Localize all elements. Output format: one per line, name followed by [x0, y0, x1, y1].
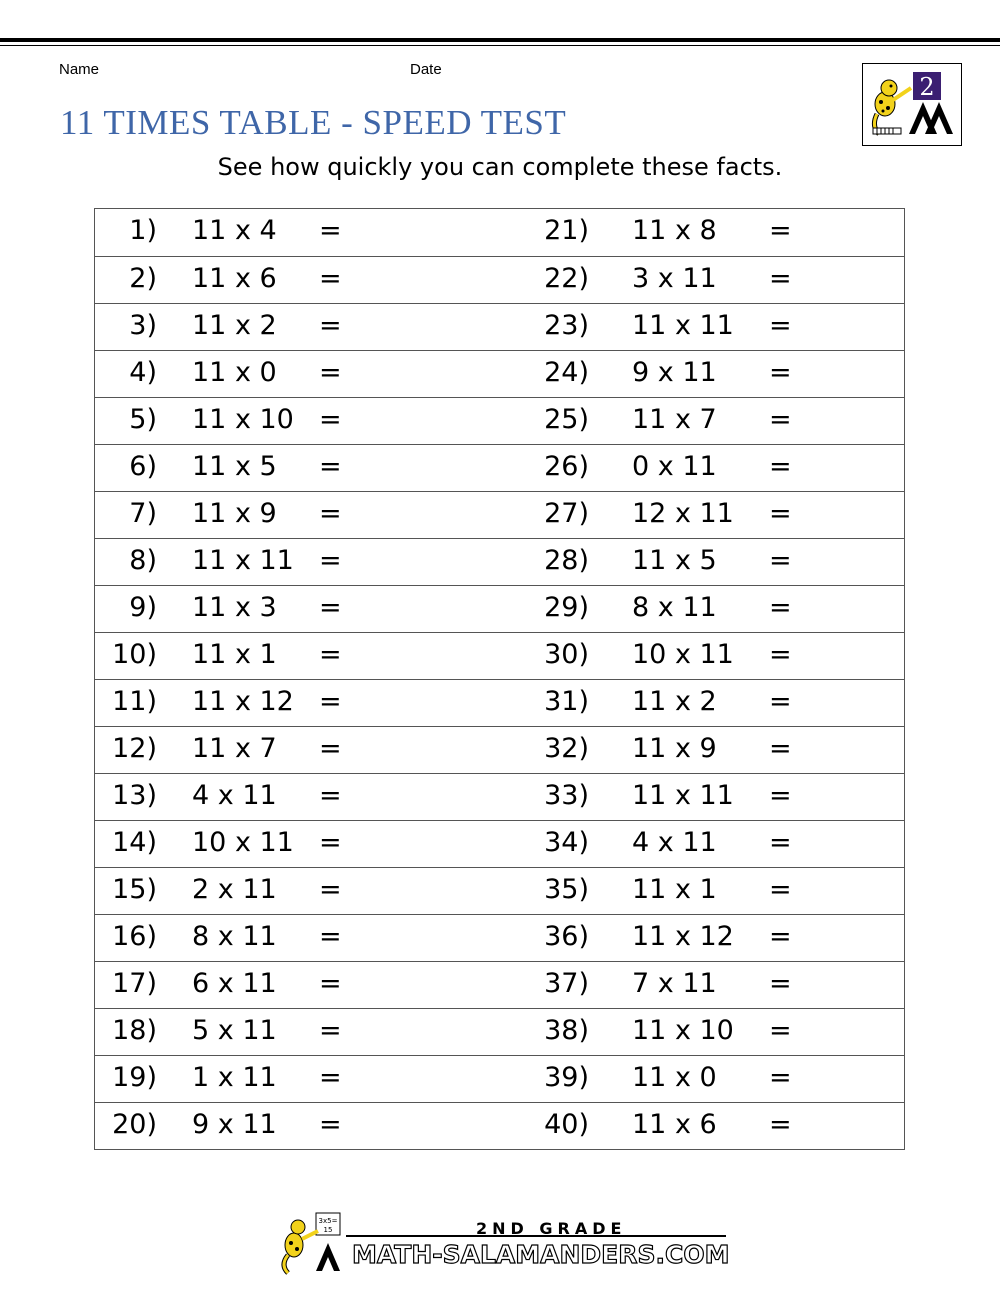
question-number: 21)	[544, 215, 589, 246]
multiplication-fact: 0 x 11	[632, 451, 717, 482]
question-row	[95, 914, 904, 961]
grade-logo	[862, 63, 962, 146]
answer-equals[interactable]: =	[769, 357, 792, 388]
multiplication-fact: 11 x 6	[632, 1109, 717, 1140]
multiplication-fact: 11 x 9	[192, 498, 277, 529]
multiplication-fact: 5 x 11	[192, 1015, 277, 1046]
multiplication-fact: 11 x 9	[632, 733, 717, 764]
multiplication-fact: 11 x 10	[192, 404, 294, 435]
answer-equals[interactable]: =	[319, 545, 342, 576]
multiplication-fact: 7 x 11	[632, 968, 717, 999]
answer-equals[interactable]: =	[319, 357, 342, 388]
answer-equals[interactable]: =	[319, 639, 342, 670]
answer-equals[interactable]: =	[769, 1062, 792, 1093]
multiplication-fact: 9 x 11	[632, 357, 717, 388]
multiplication-fact: 11 x 1	[632, 874, 717, 905]
question-number: 40)	[544, 1109, 589, 1140]
question-number: 26)	[544, 451, 589, 482]
answer-equals[interactable]: =	[319, 215, 342, 246]
answer-equals[interactable]: =	[769, 639, 792, 670]
question-number: 7)	[129, 498, 157, 529]
question-number: 24)	[544, 357, 589, 388]
answer-equals[interactable]: =	[319, 451, 342, 482]
question-number: 10)	[112, 639, 157, 670]
multiplication-fact: 11 x 3	[192, 592, 277, 623]
answer-equals[interactable]: =	[769, 263, 792, 294]
question-row	[95, 820, 904, 867]
answer-equals[interactable]: =	[769, 545, 792, 576]
footer-grade-label: 2ND GRADE	[476, 1219, 627, 1238]
question-number: 18)	[112, 1015, 157, 1046]
multiplication-fact: 4 x 11	[632, 827, 717, 858]
question-number: 14)	[112, 827, 157, 858]
answer-equals[interactable]: =	[769, 498, 792, 529]
multiplication-fact: 11 x 2	[632, 686, 717, 717]
question-number: 12)	[112, 733, 157, 764]
answer-equals[interactable]: =	[769, 1015, 792, 1046]
question-number: 28)	[544, 545, 589, 576]
multiplication-fact: 11 x 5	[192, 451, 277, 482]
answer-equals[interactable]: =	[319, 263, 342, 294]
multiplication-fact: 11 x 12	[192, 686, 294, 717]
multiplication-fact: 11 x 1	[192, 639, 277, 670]
question-row	[95, 209, 904, 256]
header-rule-thin	[0, 45, 1000, 46]
answer-equals[interactable]: =	[319, 686, 342, 717]
question-number: 1)	[129, 215, 157, 246]
answer-equals[interactable]: =	[769, 827, 792, 858]
question-number: 5)	[129, 404, 157, 435]
multiplication-fact: 4 x 11	[192, 780, 277, 811]
footer-salamander-icon	[276, 1207, 356, 1277]
answer-equals[interactable]: =	[769, 968, 792, 999]
answer-equals[interactable]: =	[319, 1062, 342, 1093]
multiplication-fact: 11 x 5	[632, 545, 717, 576]
multiplication-fact: 11 x 4	[192, 215, 277, 246]
answer-equals[interactable]: =	[319, 968, 342, 999]
multiplication-fact: 8 x 11	[192, 921, 277, 952]
question-number: 16)	[112, 921, 157, 952]
multiplication-fact: 11 x 11	[192, 545, 294, 576]
name-label: Name	[59, 61, 100, 78]
multiplication-fact: 11 x 0	[632, 1062, 717, 1093]
question-number: 3)	[129, 310, 157, 341]
answer-equals[interactable]: =	[769, 592, 792, 623]
answer-equals[interactable]: =	[319, 780, 342, 811]
question-row	[95, 491, 904, 538]
question-number: 22)	[544, 263, 589, 294]
answer-equals[interactable]: =	[319, 498, 342, 529]
multiplication-fact: 11 x 0	[192, 357, 277, 388]
answer-equals[interactable]: =	[769, 733, 792, 764]
answer-equals[interactable]: =	[319, 592, 342, 623]
question-row	[95, 303, 904, 350]
answer-equals[interactable]: =	[769, 874, 792, 905]
footer-brand-logo	[276, 1207, 728, 1277]
question-number: 11)	[112, 686, 157, 717]
question-row	[95, 585, 904, 632]
question-number: 34)	[544, 827, 589, 858]
question-number: 30)	[544, 639, 589, 670]
answer-equals[interactable]: =	[769, 310, 792, 341]
question-row	[95, 679, 904, 726]
multiplication-fact: 10 x 11	[632, 639, 734, 670]
question-row	[95, 444, 904, 491]
question-row	[95, 256, 904, 303]
answer-equals[interactable]: =	[319, 1015, 342, 1046]
question-row	[95, 397, 904, 444]
question-number: 27)	[544, 498, 589, 529]
multiplication-fact: 11 x 12	[632, 921, 734, 952]
question-table	[94, 208, 905, 1150]
salamander-logo-icon	[863, 64, 961, 145]
answer-equals[interactable]: =	[769, 451, 792, 482]
question-row	[95, 773, 904, 820]
multiplication-fact: 12 x 11	[632, 498, 734, 529]
multiplication-fact: 11 x 7	[192, 733, 277, 764]
answer-equals[interactable]: =	[769, 686, 792, 717]
multiplication-fact: 11 x 10	[632, 1015, 734, 1046]
question-number: 29)	[544, 592, 589, 623]
instructions-text: See how quickly you can complete these facts.	[217, 153, 783, 181]
answer-equals[interactable]: =	[769, 404, 792, 435]
multiplication-fact: 2 x 11	[192, 874, 277, 905]
question-number: 17)	[112, 968, 157, 999]
multiplication-fact: 3 x 11	[632, 263, 717, 294]
answer-equals[interactable]: =	[319, 733, 342, 764]
multiplication-fact: 11 x 11	[632, 780, 734, 811]
question-number: 2)	[129, 263, 157, 294]
question-number: 8)	[129, 545, 157, 576]
question-number: 23)	[544, 310, 589, 341]
question-number: 38)	[544, 1015, 589, 1046]
question-row	[95, 1055, 904, 1102]
multiplication-fact: 11 x 6	[192, 263, 277, 294]
answer-equals[interactable]: =	[319, 921, 342, 952]
multiplication-fact: 1 x 11	[192, 1062, 277, 1093]
logo-digit: 2	[919, 73, 935, 101]
question-row	[95, 1102, 904, 1149]
question-number: 36)	[544, 921, 589, 952]
question-row	[95, 726, 904, 773]
multiplication-fact: 8 x 11	[632, 592, 717, 623]
answer-equals[interactable]: =	[319, 310, 342, 341]
question-number: 32)	[544, 733, 589, 764]
multiplication-fact: 11 x 7	[632, 404, 717, 435]
question-row	[95, 961, 904, 1008]
page-title: 11 TIMES TABLE - SPEED TEST	[60, 103, 567, 142]
multiplication-fact: 10 x 11	[192, 827, 294, 858]
question-row	[95, 867, 904, 914]
question-number: 33)	[544, 780, 589, 811]
answer-equals[interactable]: =	[319, 827, 342, 858]
answer-equals[interactable]: =	[319, 404, 342, 435]
multiplication-fact: 11 x 2	[192, 310, 277, 341]
question-number: 25)	[544, 404, 589, 435]
question-row	[95, 1008, 904, 1055]
answer-equals[interactable]: =	[769, 1109, 792, 1140]
question-number: 13)	[112, 780, 157, 811]
answer-equals[interactable]: =	[319, 874, 342, 905]
board-text-2: 15	[323, 1226, 333, 1234]
question-number: 9)	[129, 592, 157, 623]
question-number: 20)	[112, 1109, 157, 1140]
board-text-1: 3x5=	[318, 1217, 338, 1225]
answer-equals[interactable]: =	[769, 780, 792, 811]
answer-equals[interactable]: =	[319, 1109, 342, 1140]
multiplication-fact: 6 x 11	[192, 968, 277, 999]
multiplication-fact: 9 x 11	[192, 1109, 277, 1140]
question-number: 31)	[544, 686, 589, 717]
question-number: 37)	[544, 968, 589, 999]
answer-equals[interactable]: =	[769, 215, 792, 246]
question-number: 4)	[129, 357, 157, 388]
question-number: 15)	[112, 874, 157, 905]
question-number: 39)	[544, 1062, 589, 1093]
question-number: 6)	[129, 451, 157, 482]
answer-equals[interactable]: =	[769, 921, 792, 952]
question-number: 19)	[112, 1062, 157, 1093]
question-row	[95, 632, 904, 679]
multiplication-fact: 11 x 8	[632, 215, 717, 246]
footer-site-name: MATH-SALAMANDERS.COM	[352, 1240, 730, 1269]
multiplication-fact: 11 x 11	[632, 310, 734, 341]
question-row	[95, 538, 904, 585]
question-row	[95, 350, 904, 397]
date-label: Date	[410, 61, 442, 78]
header-rule-thick	[0, 38, 1000, 42]
question-number: 35)	[544, 874, 589, 905]
